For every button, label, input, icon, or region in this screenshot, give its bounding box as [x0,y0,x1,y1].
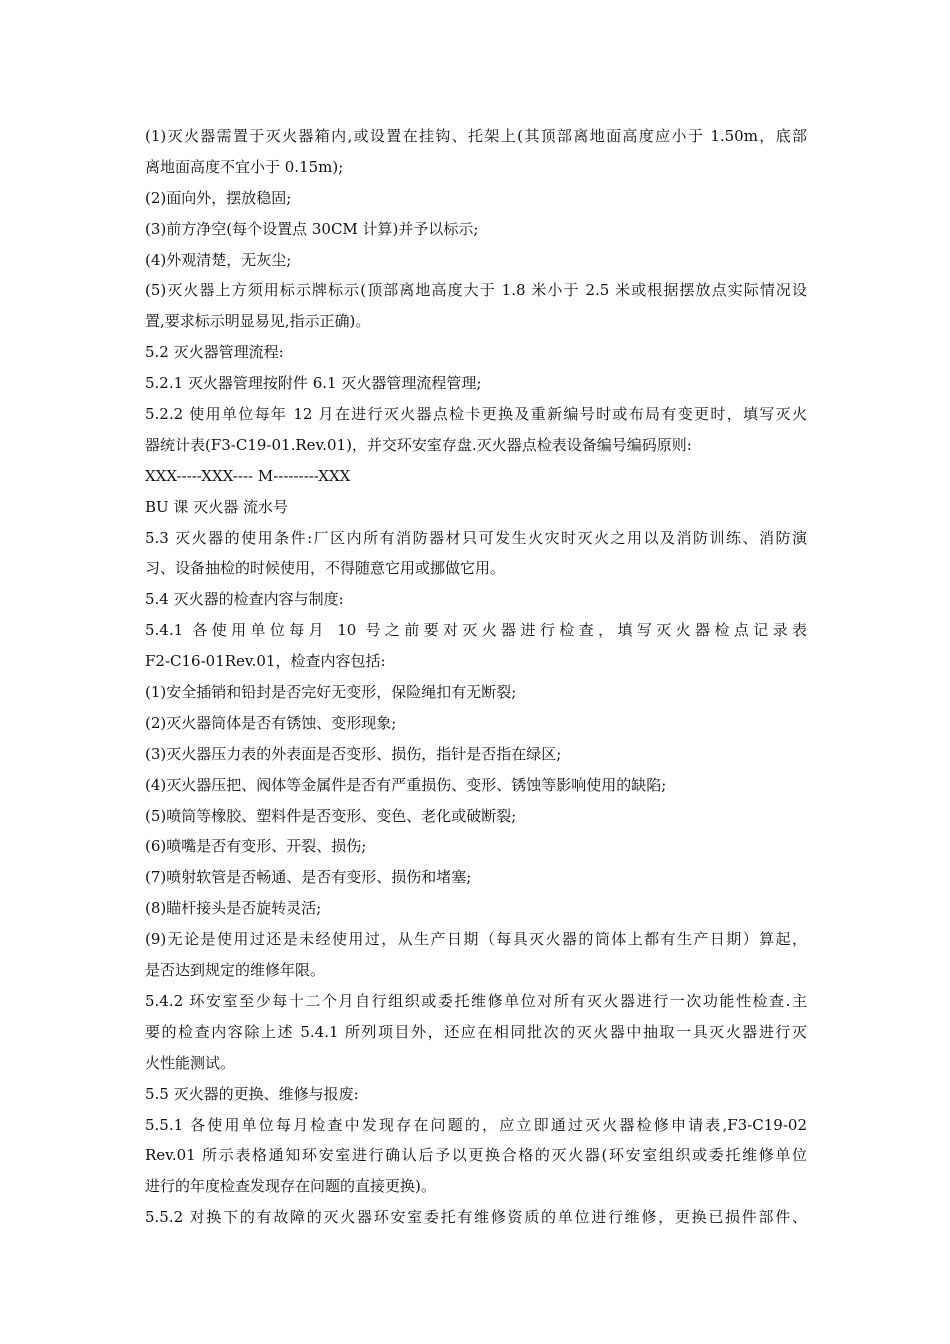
text-line: F2-C16-01Rev.01，检查内容包括: [145,652,386,671]
text-line: (4)外观清楚，无灰尘; [145,250,292,269]
text-line: BU 课 灭火器 流水号 [145,497,288,516]
text-line: 要的检查内容除上述 5.4.1 所列项目外，还应在相同批次的灭火器中抽取一具灭火器进行灭 [145,1022,807,1041]
text-line: 是否达到规定的维修年限。 [145,961,326,980]
text-line: 5.5 灭火器的更换、维修与报废: [145,1084,359,1103]
text-line: 5.2.1 灭火器管理按附件 6.1 灭火器管理流程管理; [145,374,482,393]
text-line: 5.5.2 对换下的有故障的灭火器环安室委托有维修资质的单位进行维修，更换已损件部件、 [145,1208,807,1227]
text-line: 5.4.1 各使用单位每月 10 号之前要对灭火器进行检查，填写灭火器检点记录表 [145,621,807,640]
text-line: (6)喷嘴是否有变形、开裂、损伤; [145,837,367,856]
text-line: 5.3 灭火器的使用条件:厂区内所有消防器材只可发生火灾时灭火之用以及消防训练、消防演 [145,528,807,547]
text-line: (5)灭火器上方须用标示牌标示(顶部离地高度大于 1.8 米小于 2.5 米或根据摆放点实际情况设 [145,281,807,300]
text-line: 进行的年度检查发现存在问题的直接更换)。 [145,1177,436,1196]
text-line: 5.2.2 使用单位每年 12 月在进行灭火器点检卡更换及重新编号时或布局有变更时，填写灭火 [145,405,807,424]
text-line: (3)前方净空(每个设置点 30CM 计算)并予以标示; [145,219,479,238]
text-line: (2)灭火器筒体是否有锈蚀、变形现象; [145,713,397,732]
text-line: (9)无论是使用过还是未经使用过，从生产日期（每具灭火器的筒体上都有生产日期）算起， [145,930,807,949]
text-line: (8)瞄杆接头是否旋转灵活; [145,899,322,918]
text-line: 5.5.1 各使用单位每月检查中发现存在问题的，应立即通过灭火器检修申请表,F3-C19-02 [145,1115,807,1134]
text-line: 5.2 灭火器管理流程: [145,343,284,362]
text-line: (4)灭火器压把、阀体等金属件是否有严重损伤、变形、锈蚀等影响使用的缺陷; [145,775,667,794]
text-line: 器统计表(F3-C19-01.Rev.01)，并交环安室存盘.灭火器点检表设备编号编码原则: [145,435,692,454]
text-line: 置,要求标示明显易见,指示正确)。 [145,312,371,331]
document-body [145,121,807,1233]
text-line: 5.4 灭火器的检查内容与制度: [145,590,344,609]
text-line: (1)安全插销和铅封是否完好无变形，保险绳扣有无断裂; [145,683,517,702]
text-line: (7)喷射软管是否畅通、是否有变形、损伤和堵塞; [145,868,472,887]
text-line: 离地面高度不宜小于 0.15m); [145,157,344,176]
text-line: 火性能测试。 [145,1053,236,1072]
text-line: 5.4.2 环安室至少每十二个月自行组织或委托维修单位对所有灭火器进行一次功能性检查.主 [145,991,807,1010]
text-line: Rev.01 所示表格通知环安室进行确认后予以更换合格的灭火器(环安室组织或委托维修单位 [145,1146,807,1165]
text-line: (2)面向外，摆放稳固; [145,188,292,207]
text-line: (1)灭火器需置于灭火器箱内,或设置在挂钩、托架上(其顶部离地面高度应小于 1.50m，底部 [145,127,807,145]
text-line: (3)灭火器压力表的外表面是否变形、损伤，指针是否指在绿区; [145,744,562,763]
text-line: XXX-----XXX---- M---------XXX [145,466,351,485]
text-line: 习、设备抽检的时候使用，不得随意它用或挪做它用。 [145,559,506,578]
text-line: (5)喷筒等橡胶、塑料件是否变形、变色、老化或破断裂; [145,806,517,825]
